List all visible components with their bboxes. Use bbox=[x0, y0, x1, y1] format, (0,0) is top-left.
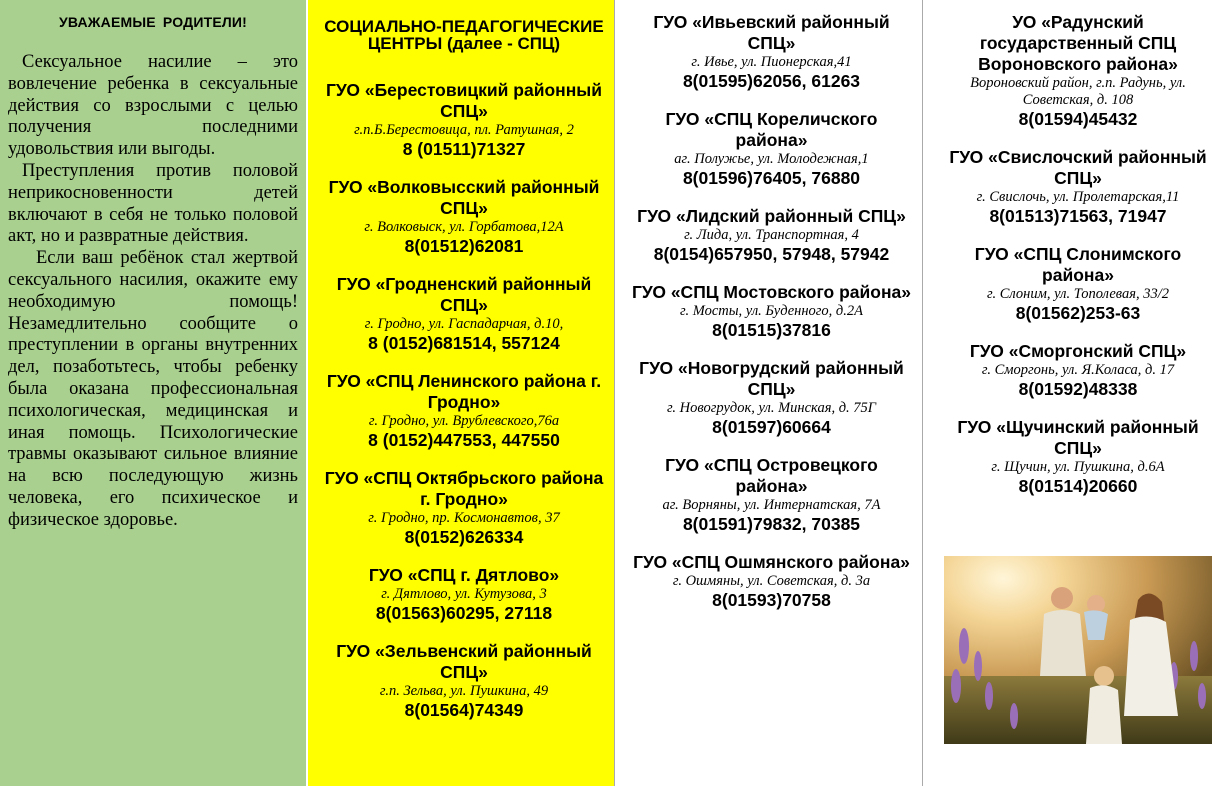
center-name: ГУО «Ивьевский районный СПЦ» bbox=[653, 12, 890, 53]
center-entry bbox=[322, 274, 606, 353]
center-entry bbox=[322, 468, 606, 547]
center-entry bbox=[322, 80, 606, 159]
family-photo bbox=[944, 556, 1212, 744]
center-address: г. Гродно, ул. Врублевского,76а bbox=[368, 413, 560, 429]
center-address: г. Ивье, ул. Пионерская,41 bbox=[691, 54, 852, 70]
center-entry bbox=[937, 341, 1219, 399]
center-name: ГУО «СПЦ Октябрьского района г. Гродно» bbox=[324, 468, 604, 509]
center-address: г.п. Зельва, ул. Пушкина, 49 bbox=[379, 683, 549, 699]
center-name: ГУО «СПЦ Ошмянского района» bbox=[633, 552, 910, 572]
center-phone: 8(01563)60295, 27118 bbox=[375, 603, 553, 623]
centers-heading: СОЦИАЛЬНО-ПЕДАГОГИЧЕСКИЕ ЦЕНТРЫ (далее - СПЦ) bbox=[324, 17, 604, 53]
center-name: ГУО «Зельвенский районный СПЦ» bbox=[336, 641, 592, 682]
centers-panel-1 bbox=[306, 0, 614, 786]
center-address: г. Гродно, ул. Гаспадарчая, д.10, bbox=[364, 316, 564, 332]
center-address: г.п.Б.Берестовица, пл. Ратушная, 2 bbox=[354, 122, 574, 138]
center-phone: 8(01513)71563, 71947 bbox=[989, 206, 1167, 226]
parents-info-panel bbox=[0, 0, 306, 786]
center-name: ГУО «Свислочский районный СПЦ» bbox=[949, 147, 1207, 188]
center-phone: 8(01562)253-63 bbox=[1015, 303, 1141, 323]
center-entry bbox=[629, 552, 914, 610]
center-address: аг. Ворняны, ул. Интернатская, 7А bbox=[662, 497, 881, 513]
center-phone: 8(01512)62081 bbox=[404, 236, 524, 256]
center-entry bbox=[322, 371, 606, 450]
center-phone: 8(01596)76405, 76880 bbox=[682, 168, 861, 188]
center-address: г. Мосты, ул. Буденного, д.2А bbox=[679, 303, 863, 319]
center-entry bbox=[322, 641, 606, 720]
center-entry bbox=[629, 282, 914, 340]
center-entry bbox=[629, 12, 914, 91]
help-paragraph: Если ваш ребёнок стал жертвой сексуального насилия, окажите ему необходимую помощь! Незамедлительно сообщите о преступлении в органы внутренних дел, позаботьтесь, чтобы ребенку была оказана профессиональная психологическая, медицинская и иная помощь. Психологические травмы оказывают сильное влияние на всю последующую жизнь человека, его психическое и физическое здоровье. bbox=[8, 248, 298, 530]
center-entry bbox=[629, 109, 914, 188]
center-name: ГУО «СПЦ Кореличского района» bbox=[665, 109, 878, 150]
centers-panel-2 bbox=[614, 0, 922, 786]
center-phone: 8(01595)62056, 61263 bbox=[682, 71, 861, 91]
center-name: ГУО «СПЦ г. Дятлово» bbox=[368, 565, 560, 585]
center-entry bbox=[937, 244, 1219, 323]
center-name: ГУО «Щучинский районный СПЦ» bbox=[957, 417, 1199, 458]
center-entry bbox=[937, 147, 1219, 226]
center-name: ГУО «Сморгонский СПЦ» bbox=[969, 341, 1187, 361]
center-name: ГУО «Лидский районный СПЦ» bbox=[637, 206, 906, 226]
center-address: г. Новогрудок, ул. Минская, д. 75Г bbox=[666, 400, 877, 416]
center-entry bbox=[937, 12, 1219, 129]
center-phone: 8 (0152)447553, 447550 bbox=[368, 430, 560, 450]
center-name: ГУО «СПЦ Мостовского района» bbox=[631, 282, 912, 302]
center-name: ГУО «Берестовицкий районный СПЦ» bbox=[326, 80, 602, 121]
definition-paragraph: Сексуальное насилие – это вовлечение ребенка в сексуальные действия со взрослыми с целью получения последними удовольствия или выгоды. bbox=[8, 52, 298, 160]
center-name: ГУО «СПЦ Слонимского района» bbox=[974, 244, 1182, 285]
center-phone: 8(01593)70758 bbox=[712, 590, 831, 610]
center-name: ГУО «Новогрудский районный СПЦ» bbox=[639, 358, 904, 399]
center-phone: 8(01592)48338 bbox=[1018, 379, 1138, 399]
center-address: г. Свислочь, ул. Пролетарская,11 bbox=[976, 189, 1180, 205]
center-phone: 8(01564)74349 bbox=[404, 700, 524, 720]
center-phone: 8 (01511)71327 bbox=[402, 139, 526, 159]
parents-heading: УВАЖАЕМЫЕ РОДИТЕЛИ! bbox=[58, 14, 248, 30]
center-address: г. Гродно, пр. Космонавтов, 37 bbox=[368, 510, 560, 526]
center-name: ГУО «Волковысский районный СПЦ» bbox=[328, 177, 600, 218]
center-name: УО «Радунский государственный СПЦ Вороновского района» bbox=[978, 12, 1178, 74]
center-entry bbox=[629, 455, 914, 534]
center-phone: 8(01597)60664 bbox=[712, 417, 831, 437]
center-phone: 8(01594)45432 bbox=[1018, 109, 1138, 129]
center-entry bbox=[629, 206, 914, 264]
center-address: г. Дятлово, ул. Кутузова, 3 bbox=[381, 586, 547, 602]
center-address: г. Слоним, ул. Тополевая, 33/2 bbox=[987, 286, 1169, 302]
center-address: г. Щучин, ул. Пушкина, д.6А bbox=[991, 459, 1165, 475]
center-address: Вороновский район, г.п. Радунь, ул. Советская, д. 108 bbox=[970, 75, 1186, 108]
center-phone: 8 (0152)681514, 557124 bbox=[368, 333, 560, 353]
center-address: г. Ошмяны, ул. Советская, д. 3а bbox=[672, 573, 871, 589]
crimes-paragraph: Преступления против половой неприкосновенности детей включают в себя не только половой акт, но и развратные действия. bbox=[8, 160, 298, 247]
center-phone: 8(01591)79832, 70385 bbox=[682, 514, 861, 534]
center-address: аг. Полужье, ул. Молодежная,1 bbox=[674, 151, 869, 167]
center-entry bbox=[629, 358, 914, 437]
center-phone: 8(0154)657950, 57948, 57942 bbox=[653, 244, 890, 264]
center-entry bbox=[322, 565, 606, 623]
center-entry bbox=[937, 417, 1219, 496]
center-entry bbox=[322, 177, 606, 256]
center-phone: 8(0152)626334 bbox=[404, 527, 524, 547]
center-address: г. Волковыск, ул. Горбатова,12А bbox=[364, 219, 564, 235]
center-address: г. Лида, ул. Транспортная, 4 bbox=[684, 227, 859, 243]
center-name: ГУО «СПЦ Ленинского района г. Гродно» bbox=[326, 371, 602, 412]
center-name: ГУО «СПЦ Островецкого района» bbox=[665, 455, 878, 496]
center-phone: 8(01514)20660 bbox=[1018, 476, 1138, 496]
center-address: г. Сморгонь, ул. Я.Коласа, д. 17 bbox=[981, 362, 1175, 378]
center-name: ГУО «Гродненский районный СПЦ» bbox=[336, 274, 592, 315]
center-phone: 8(01515)37816 bbox=[712, 320, 831, 340]
